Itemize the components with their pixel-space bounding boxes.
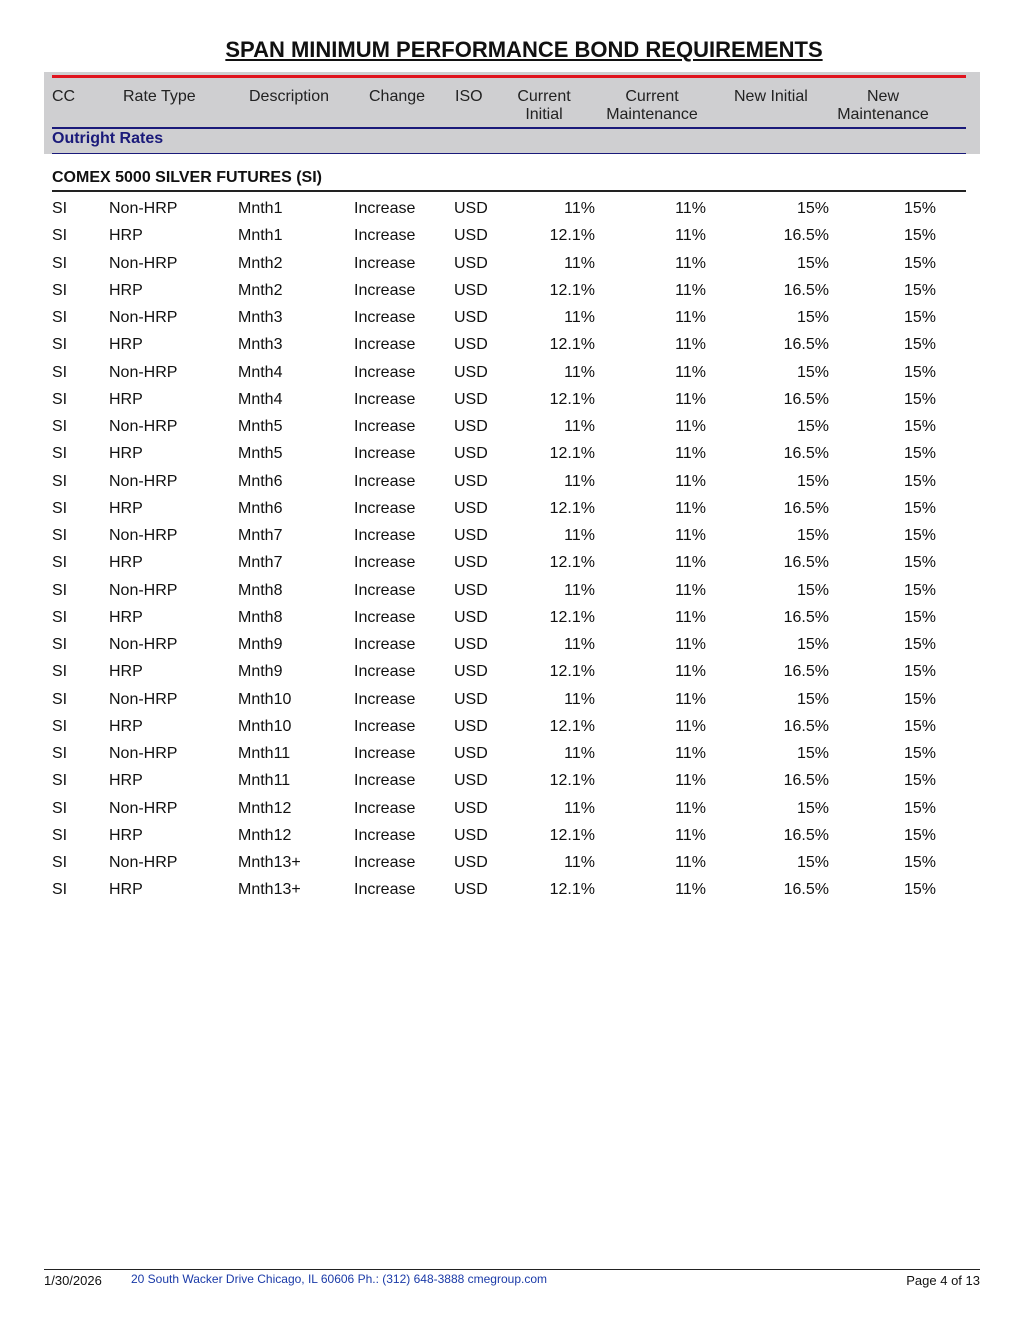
column-header-rate-type: Rate Type [123,88,196,105]
cell-rate-type: HRP [109,554,143,572]
column-header-change: Change [369,88,426,105]
cell-rate-type: HRP [109,227,143,245]
cell-rate-type: HRP [109,499,143,517]
cell-current-maint: 11% [675,881,706,899]
table-row [0,853,1024,880]
cell-current-initial: 11% [564,581,595,599]
cell-new-maint: 15% [903,499,936,517]
cell-rate-type: HRP [109,663,143,681]
cell-current-maint: 11% [675,690,706,708]
cell-description: Mnth9 [238,636,283,653]
column-header-description: Description [249,88,330,105]
cell-change: Increase [354,554,416,572]
cell-current-initial: 11% [564,200,595,217]
cell-rate-type: Non-HRP [109,472,178,490]
cell-description: Mnth5 [238,445,283,463]
cell-new-maint: 15% [903,608,936,626]
cell-current-maint: 11% [675,826,706,844]
cell-new-initial: 15% [796,745,829,762]
cell-description: Mnth9 [238,663,283,681]
cell-current-maint: 11% [675,636,706,653]
cell-current-initial: 12.1% [549,281,595,299]
cell-change: Increase [354,772,416,790]
cell-new-initial: 15% [796,854,829,871]
cell-current-initial: 12.1% [549,554,595,572]
cell-rate-type: Non-HRP [109,636,178,653]
cell-cc: SI [52,690,68,708]
table-row [0,417,1024,444]
cell-new-initial: 15% [796,472,829,490]
cell-current-maint: 11% [675,254,706,272]
cell-new-initial: 16.5% [783,608,829,626]
column-header-new-initial: New Initial [734,88,808,105]
cell-rate-type: Non-HRP [109,854,178,871]
cell-description: Mnth13+ [238,881,301,899]
cell-new-initial: 16.5% [783,554,829,572]
cell-new-maint: 15% [903,418,936,435]
table-row [0,608,1024,635]
cell-rate-type: Non-HRP [109,309,178,326]
band-bottom-rule [52,153,966,154]
header-navy-rule [52,127,966,129]
cell-change: Increase [354,309,416,326]
cell-iso: USD [454,363,488,381]
table-row [0,717,1024,744]
cell-cc: SI [52,281,68,299]
table-row [0,390,1024,417]
table-row [0,553,1024,580]
cell-change: Increase [354,527,416,544]
cell-new-initial: 15% [796,690,829,708]
cell-new-initial: 15% [796,254,829,272]
cell-description: Mnth5 [238,418,283,435]
column-header-cc: CC [52,88,76,105]
cell-current-initial: 11% [564,745,595,762]
table-row [0,581,1024,608]
cell-new-maint: 15% [903,309,936,326]
cell-new-maint: 15% [903,663,936,681]
cell-cc: SI [52,472,68,490]
cell-iso: USD [454,717,488,735]
cell-iso: USD [454,636,488,653]
footer-rule [44,1269,980,1270]
cell-cc: SI [52,608,68,626]
cell-description: Mnth10 [238,690,292,708]
cell-cc: SI [52,227,68,245]
table-row [0,771,1024,798]
cell-current-maint: 11% [675,745,706,762]
cell-cc: SI [52,663,68,681]
cell-current-initial: 12.1% [549,390,595,408]
cell-cc: SI [52,799,68,817]
cell-cc: SI [52,390,68,408]
cell-iso: USD [454,200,488,217]
table-row [0,826,1024,853]
cell-rate-type: HRP [109,717,143,735]
column-header-current-initial [508,88,580,124]
cell-new-maint: 15% [903,445,936,463]
cell-iso: USD [454,390,488,408]
cell-current-maint: 11% [675,472,706,490]
cell-current-maint: 11% [675,608,706,626]
cell-current-initial: 11% [564,636,595,653]
cell-current-maint: 11% [675,309,706,326]
cell-change: Increase [354,826,416,844]
cell-cc: SI [52,554,68,572]
cell-new-maint: 15% [903,772,936,790]
cell-change: Increase [354,499,416,517]
cell-description: Mnth4 [238,390,283,408]
footer-address: 20 South Wacker Drive Chicago, IL 60606 Ph.: (312) 648-3888 cmegroup.com [131,1272,548,1286]
cell-new-initial: 16.5% [783,826,829,844]
cell-iso: USD [454,745,488,762]
cell-cc: SI [52,527,68,544]
cell-iso: USD [454,881,488,899]
table-row [0,799,1024,826]
cell-rate-type: Non-HRP [109,363,178,381]
cell-current-initial: 11% [564,254,595,272]
cell-change: Increase [354,336,416,354]
cell-new-initial: 15% [796,363,829,381]
cell-new-initial: 16.5% [783,390,829,408]
cell-new-initial: 15% [796,636,829,653]
cell-rate-type: HRP [109,445,143,463]
cell-iso: USD [454,418,488,435]
cell-cc: SI [52,772,68,790]
table-row [0,526,1024,553]
cell-current-maint: 11% [675,418,706,435]
cell-current-maint: 11% [675,336,706,354]
cell-current-maint: 11% [675,663,706,681]
cell-current-maint: 11% [675,363,706,381]
cell-change: Increase [354,472,416,490]
cell-rate-type: Non-HRP [109,799,178,817]
cell-iso: USD [454,472,488,490]
cell-description: Mnth11 [238,745,291,762]
section-rule [52,190,966,192]
cell-new-initial: 15% [796,309,829,326]
header-line: New [866,88,899,105]
cell-cc: SI [52,881,68,899]
table-row [0,499,1024,526]
cell-new-maint: 15% [903,581,936,599]
cell-description: Mnth8 [238,581,283,599]
cell-description: Mnth6 [238,499,283,517]
cell-rate-type: HRP [109,281,143,299]
cell-iso: USD [454,527,488,544]
cell-rate-type: HRP [109,826,143,844]
cell-new-initial: 16.5% [783,772,829,790]
page-title: SPAN MINIMUM PERFORMANCE BOND REQUIREMENTS [225,37,823,62]
cell-new-maint: 15% [903,336,936,354]
cell-new-maint: 15% [903,636,936,653]
cell-description: Mnth10 [238,717,292,735]
table-row [0,281,1024,308]
cell-new-initial: 16.5% [783,227,829,245]
cell-current-maint: 11% [675,554,706,572]
cell-new-initial: 15% [796,418,829,435]
cell-new-initial: 16.5% [783,445,829,463]
cell-current-initial: 11% [564,799,595,817]
cell-current-initial: 11% [564,309,595,326]
column-header-current-maintenance [602,88,702,124]
cell-current-initial: 12.1% [549,826,595,844]
cell-description: Mnth2 [238,281,283,299]
cell-rate-type: HRP [109,881,143,899]
cell-current-initial: 12.1% [549,445,595,463]
cell-iso: USD [454,690,488,708]
cell-change: Increase [354,799,416,817]
cell-iso: USD [454,826,488,844]
cell-current-initial: 12.1% [549,499,595,517]
cell-new-maint: 15% [903,799,936,817]
cell-current-maint: 11% [675,445,706,463]
cell-description: Mnth12 [238,799,292,817]
cell-change: Increase [354,608,416,626]
cell-iso: USD [454,799,488,817]
cell-current-maint: 11% [675,717,706,735]
cell-current-initial: 11% [564,690,595,708]
cell-iso: USD [454,854,488,871]
cell-iso: USD [454,281,488,299]
cell-new-initial: 15% [796,799,829,817]
cell-current-maint: 11% [675,390,706,408]
cell-iso: USD [454,554,488,572]
cell-new-maint: 15% [903,472,936,490]
cell-new-maint: 15% [903,527,936,544]
cell-current-maint: 11% [675,527,706,544]
column-header-iso: ISO [455,88,483,105]
cell-iso: USD [454,772,488,790]
cell-cc: SI [52,200,68,217]
table-row [0,662,1024,689]
table-header-band [44,72,980,154]
cell-cc: SI [52,336,68,354]
cell-change: Increase [354,663,416,681]
cell-new-initial: 15% [796,581,829,599]
cell-cc: SI [52,745,68,762]
footer-date: 1/30/2026 [44,1273,102,1288]
cell-change: Increase [354,281,416,299]
cell-description: Mnth2 [238,254,283,272]
page-number: Page 4 of 13 [906,1273,980,1288]
table-row [0,363,1024,390]
cell-cc: SI [52,418,68,435]
cell-cc: SI [52,854,68,871]
cell-description: Mnth12 [238,826,292,844]
cell-description: Mnth7 [238,527,283,544]
section-title: COMEX 5000 SILVER FUTURES (SI) [52,169,322,186]
column-header-new-maintenance [833,88,933,124]
cell-change: Increase [354,854,416,871]
cell-change: Increase [354,390,416,408]
cell-iso: USD [454,499,488,517]
header-line: Maintenance [606,106,698,123]
cell-new-maint: 15% [903,554,936,572]
cell-new-maint: 15% [903,690,936,708]
cell-description: Mnth4 [238,363,283,381]
cell-cc: SI [52,499,68,517]
cell-new-maint: 15% [903,281,936,299]
cell-change: Increase [354,445,416,463]
header-red-rule [52,75,966,78]
cell-current-initial: 12.1% [549,336,595,354]
cell-current-initial: 12.1% [549,717,595,735]
cell-rate-type: Non-HRP [109,581,178,599]
cell-new-initial: 16.5% [783,717,829,735]
cell-change: Increase [354,200,416,217]
outright-rates-label: Outright Rates [52,130,164,147]
table-row [0,744,1024,771]
cell-new-maint: 15% [903,390,936,408]
cell-cc: SI [52,717,68,735]
cell-current-initial: 12.1% [549,881,595,899]
cell-current-initial: 12.1% [549,227,595,245]
cell-rate-type: HRP [109,336,143,354]
cell-rate-type: Non-HRP [109,254,178,272]
cell-current-maint: 11% [675,799,706,817]
cell-new-initial: 16.5% [783,336,829,354]
cell-current-maint: 11% [675,200,706,217]
cell-description: Mnth3 [238,336,283,354]
cell-current-maint: 11% [675,772,706,790]
cell-new-maint: 15% [903,826,936,844]
cell-new-maint: 15% [903,717,936,735]
cell-cc: SI [52,826,68,844]
cell-iso: USD [454,336,488,354]
cell-current-maint: 11% [675,854,706,871]
cell-iso: USD [454,254,488,272]
table-row [0,880,1024,907]
table-row [0,254,1024,281]
header-line: Current [517,88,571,105]
cell-new-initial: 15% [796,200,829,217]
cell-current-initial: 11% [564,472,595,490]
cell-rate-type: HRP [109,608,143,626]
cell-description: Mnth8 [238,608,283,626]
cell-new-maint: 15% [903,881,936,899]
cell-rate-type: Non-HRP [109,690,178,708]
cell-current-maint: 11% [675,227,706,245]
cell-current-maint: 11% [675,581,706,599]
cell-new-initial: 16.5% [783,281,829,299]
cell-cc: SI [52,445,68,463]
cell-rate-type: Non-HRP [109,527,178,544]
table-row [0,226,1024,253]
table-row [0,444,1024,471]
table-row [0,308,1024,335]
cell-iso: USD [454,608,488,626]
cell-current-initial: 12.1% [549,663,595,681]
cell-iso: USD [454,309,488,326]
header-line: Maintenance [837,106,929,123]
rate-table-body [0,199,1024,908]
header-line: Initial [525,106,563,123]
cell-cc: SI [52,254,68,272]
cell-iso: USD [454,581,488,599]
cell-new-initial: 15% [796,527,829,544]
header-line: Current [625,88,679,105]
cell-change: Increase [354,581,416,599]
cell-current-initial: 11% [564,418,595,435]
cell-cc: SI [52,581,68,599]
cell-new-maint: 15% [903,363,936,381]
cell-rate-type: Non-HRP [109,745,178,762]
cell-rate-type: HRP [109,390,143,408]
cell-new-maint: 15% [903,200,936,217]
cell-change: Increase [354,717,416,735]
cell-description: Mnth6 [238,472,283,490]
cell-change: Increase [354,881,416,899]
cell-current-initial: 12.1% [549,608,595,626]
cell-current-initial: 11% [564,854,595,871]
cell-description: Mnth13+ [238,854,301,871]
cell-current-initial: 11% [564,363,595,381]
cell-description: Mnth1 [238,227,283,245]
cell-new-maint: 15% [903,854,936,871]
cell-iso: USD [454,445,488,463]
cell-new-maint: 15% [903,254,936,272]
cell-cc: SI [52,363,68,381]
cell-change: Increase [354,745,416,762]
cell-rate-type: Non-HRP [109,418,178,435]
cell-change: Increase [354,418,416,435]
cell-change: Increase [354,227,416,245]
table-row [0,472,1024,499]
cell-current-maint: 11% [675,499,706,517]
cell-change: Increase [354,636,416,653]
cell-new-maint: 15% [903,745,936,762]
cell-change: Increase [354,254,416,272]
cell-iso: USD [454,663,488,681]
cell-description: Mnth1 [238,200,283,217]
cell-change: Increase [354,363,416,381]
cell-current-initial: 12.1% [549,772,595,790]
cell-new-maint: 15% [903,227,936,245]
cell-new-initial: 16.5% [783,663,829,681]
cell-description: Mnth11 [238,772,291,790]
cell-description: Mnth7 [238,554,283,572]
cell-cc: SI [52,309,68,326]
cell-current-maint: 11% [675,281,706,299]
table-row [0,690,1024,717]
cell-new-initial: 16.5% [783,881,829,899]
cell-cc: SI [52,636,68,653]
cell-new-initial: 16.5% [783,499,829,517]
cell-description: Mnth3 [238,309,283,326]
table-row [0,635,1024,662]
cell-change: Increase [354,690,416,708]
cell-iso: USD [454,227,488,245]
cell-rate-type: HRP [109,772,143,790]
cell-rate-type: Non-HRP [109,200,178,217]
table-row [0,199,1024,226]
table-row [0,335,1024,362]
cell-current-initial: 11% [564,527,595,544]
